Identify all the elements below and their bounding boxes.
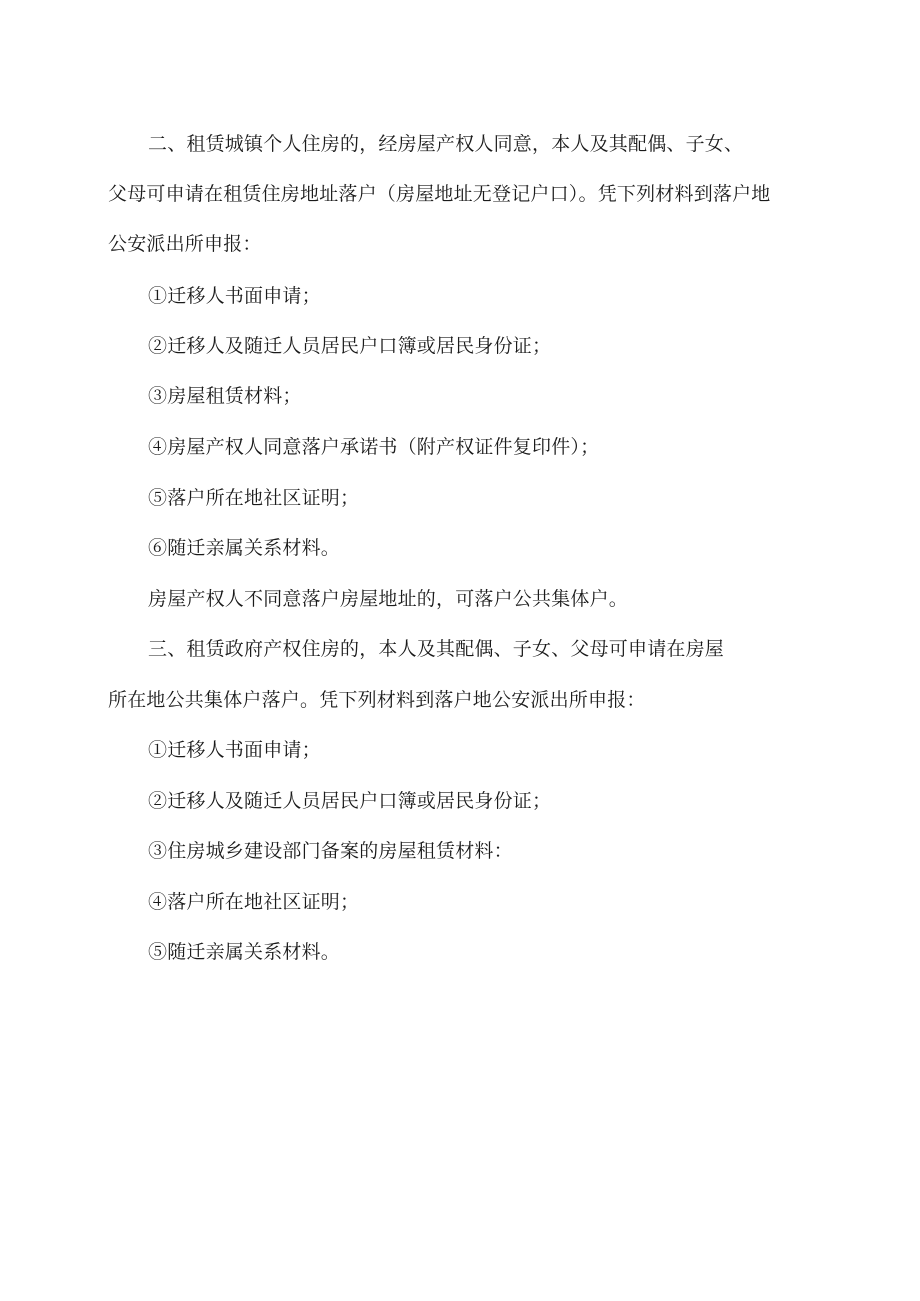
section2-item-1: ①迁移人书面申请； <box>148 285 321 307</box>
section3-item-4: ④落户所在地社区证明； <box>148 891 360 913</box>
section3-paragraph-line1: 三、租赁政府产权住房的，本人及其配偶、子女、父母可申请在房屋 <box>148 638 725 660</box>
section2-item-5: ⑤落户所在地社区证明； <box>148 487 360 509</box>
section2-item-2: ②迁移人及随迁人员居民户口簿或居民身份证； <box>148 335 552 357</box>
section2-note: 房屋产权人不同意落户房屋地址的，可落户公共集体户。 <box>148 588 629 610</box>
section2-item-6: ⑥随迁亲属关系材料。 <box>148 537 341 559</box>
section3-item-3: ③住房城乡建设部门备案的房屋租赁材料： <box>148 840 513 862</box>
section3-item-1: ①迁移人书面申请； <box>148 739 321 761</box>
section2-item-4: ④房屋产权人同意落户承诺书（附产权证件复印件）； <box>148 436 600 458</box>
section2-paragraph-line3: 公安派出所申报： <box>108 233 262 255</box>
section2-item-3: ③房屋租赁材料； <box>148 385 302 407</box>
section3-item-2: ②迁移人及随迁人员居民户口簿或居民身份证； <box>148 790 552 812</box>
section2-paragraph-line1: 二、租赁城镇个人住房的，经房屋产权人同意，本人及其配偶、子女、 <box>148 133 744 155</box>
section3-item-5: ⑤随迁亲属关系材料。 <box>148 941 341 963</box>
section3-paragraph-line2: 所在地公共集体户落户。凭下列材料到落户地公安派出所申报： <box>108 689 646 711</box>
section2-paragraph-line2: 父母可申请在租赁住房地址落户（房屋地址无登记户口）。凭下列材料到落户地 <box>108 183 771 205</box>
